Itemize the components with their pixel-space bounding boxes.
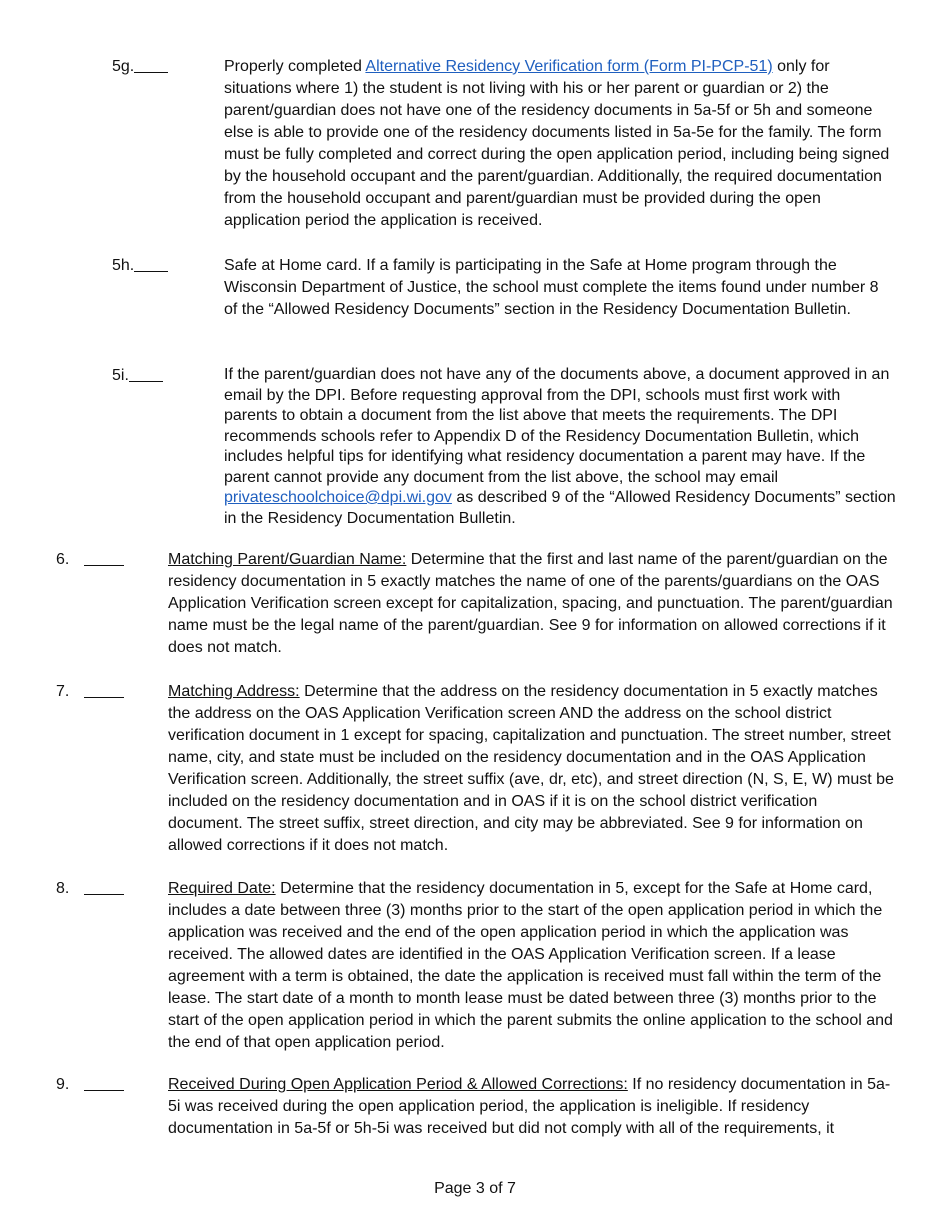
- item-8-heading: Required Date:: [168, 880, 276, 897]
- checkbox-line-7[interactable]: [84, 681, 124, 698]
- item-5i-label: 5i.: [112, 365, 129, 387]
- alternative-residency-form-link[interactable]: Alternative Residency Verification form (Form PI-PCP-51): [365, 58, 773, 75]
- page-number: Page 3 of 7: [434, 1180, 516, 1197]
- checkbox-line-6[interactable]: [84, 549, 124, 566]
- checkbox-line-5h[interactable]: [134, 255, 168, 272]
- checkbox-line-9[interactable]: [84, 1074, 124, 1091]
- item-9-text: Received During Open Application Period & Allowed Corrections: If no residency documentation in 5a-5i was received during the open application period, the application is ineligible. If residency documentation in 5a-5f or 5h-5i was received but did not comply with all of the requirements, it: [168, 1076, 891, 1137]
- item-7-text: Matching Address: Determine that the address on the residency documentation in 5 exactly matches the address on the OAS Application Verification screen AND the address on the school district verification document in 1 except for spacing, capitalization and punctuation. The street number, street name, city, and state must be included on the residency documentation and in the OAS Application Verification screen. Additionally, the street suffix (ave, dr, etc), and street direction (N, S, E, W) must be included on the residency documentation and in OAS if it is on the school district verification document. The street suffix, street direction, and city may be abbreviated. See 9 for information on allowed corrections if it does not match.: [168, 683, 894, 854]
- dpi-email-link[interactable]: privateschoolchoice@dpi.wi.gov: [224, 489, 452, 506]
- item-8-number: 8.: [56, 880, 70, 897]
- item-5h-label: 5h.: [112, 255, 134, 277]
- checkbox-line-5g[interactable]: [134, 56, 168, 73]
- item-6-heading: Matching Parent/Guardian Name:: [168, 551, 407, 568]
- item-9-number: 9.: [56, 1076, 70, 1093]
- item-9-heading: Received During Open Application Period & Allowed Corrections:: [168, 1076, 628, 1093]
- item-6-number: 6.: [56, 551, 70, 568]
- item-5g-text: Properly completed Alternative Residency Verification form (Form PI-PCP-51) only for situations where 1) the student is not living with his or her parent or guardian or 2) the parent/guardian does not have one of the residency documents in 5a-5f or 5h and someone else is able to provide one of the residency documents listed in 5a-5e for the family. The form must be fully completed and correct during the open application period, including being signed by the household occupant and the parent/guardian. Additionally, the required documentation from the household occupant and parent/guardian must be provided during the open application period the application is received.: [224, 58, 890, 229]
- item-7-heading: Matching Address:: [168, 683, 300, 700]
- item-8-text: Required Date: Determine that the residency documentation in 5, except for the Safe at Home card, includes a date between three (3) months prior to the start of the open application period in which the application was received and the end of the open application period in which the application was received. The allowed dates are identified in the OAS Application Verification screen. If a lease agreement with a term is obtained, the date the application is received must fall within the term of the lease. The start date of a month to month lease must be dated between three (3) months prior to the start of the open application period in which the parent submits the online application to the school and the end of that open application period.: [168, 880, 893, 1051]
- item-6-text: Matching Parent/Guardian Name: Determine that the first and last name of the parent/guardian on the residency documentation in 5 exactly matches the name of one of the parents/guardians on the OAS Application Verification screen except for capitalization, spacing, and punctuation. The parent/guardian name must be the legal name of the parent/guardian. See 9 for information on allowed corrections if it does not match.: [168, 551, 893, 656]
- item-5g-label: 5g.: [112, 56, 134, 78]
- checkbox-line-5i[interactable]: [129, 365, 163, 382]
- item-5h-text: Safe at Home card. If a family is participating in the Safe at Home program through the Wisconsin Department of Justice, the school must complete the items found under number 8 of the “Allowed Residency Documents” section in the Residency Documentation Bulletin.: [224, 257, 879, 318]
- item-7-number: 7.: [56, 683, 70, 700]
- item-5i-text: If the parent/guardian does not have any of the documents above, a document approved in an email by the DPI. Before requesting approval from the DPI, schools must first work with parents to obtain a document from the list above that meets the requirements. The DPI recommends schools refer to Appendix D of the Residency Documentation Bulletin, which includes helpful tips for identifying what residency documentation a parent may have. If the parent cannot provide any document from the list above, the school may email privateschoolchoice@dpi.wi.gov as described 9 of the “Allowed Residency Documents” section in the Residency Documentation Bulletin.: [224, 366, 896, 527]
- checkbox-line-8[interactable]: [84, 878, 124, 895]
